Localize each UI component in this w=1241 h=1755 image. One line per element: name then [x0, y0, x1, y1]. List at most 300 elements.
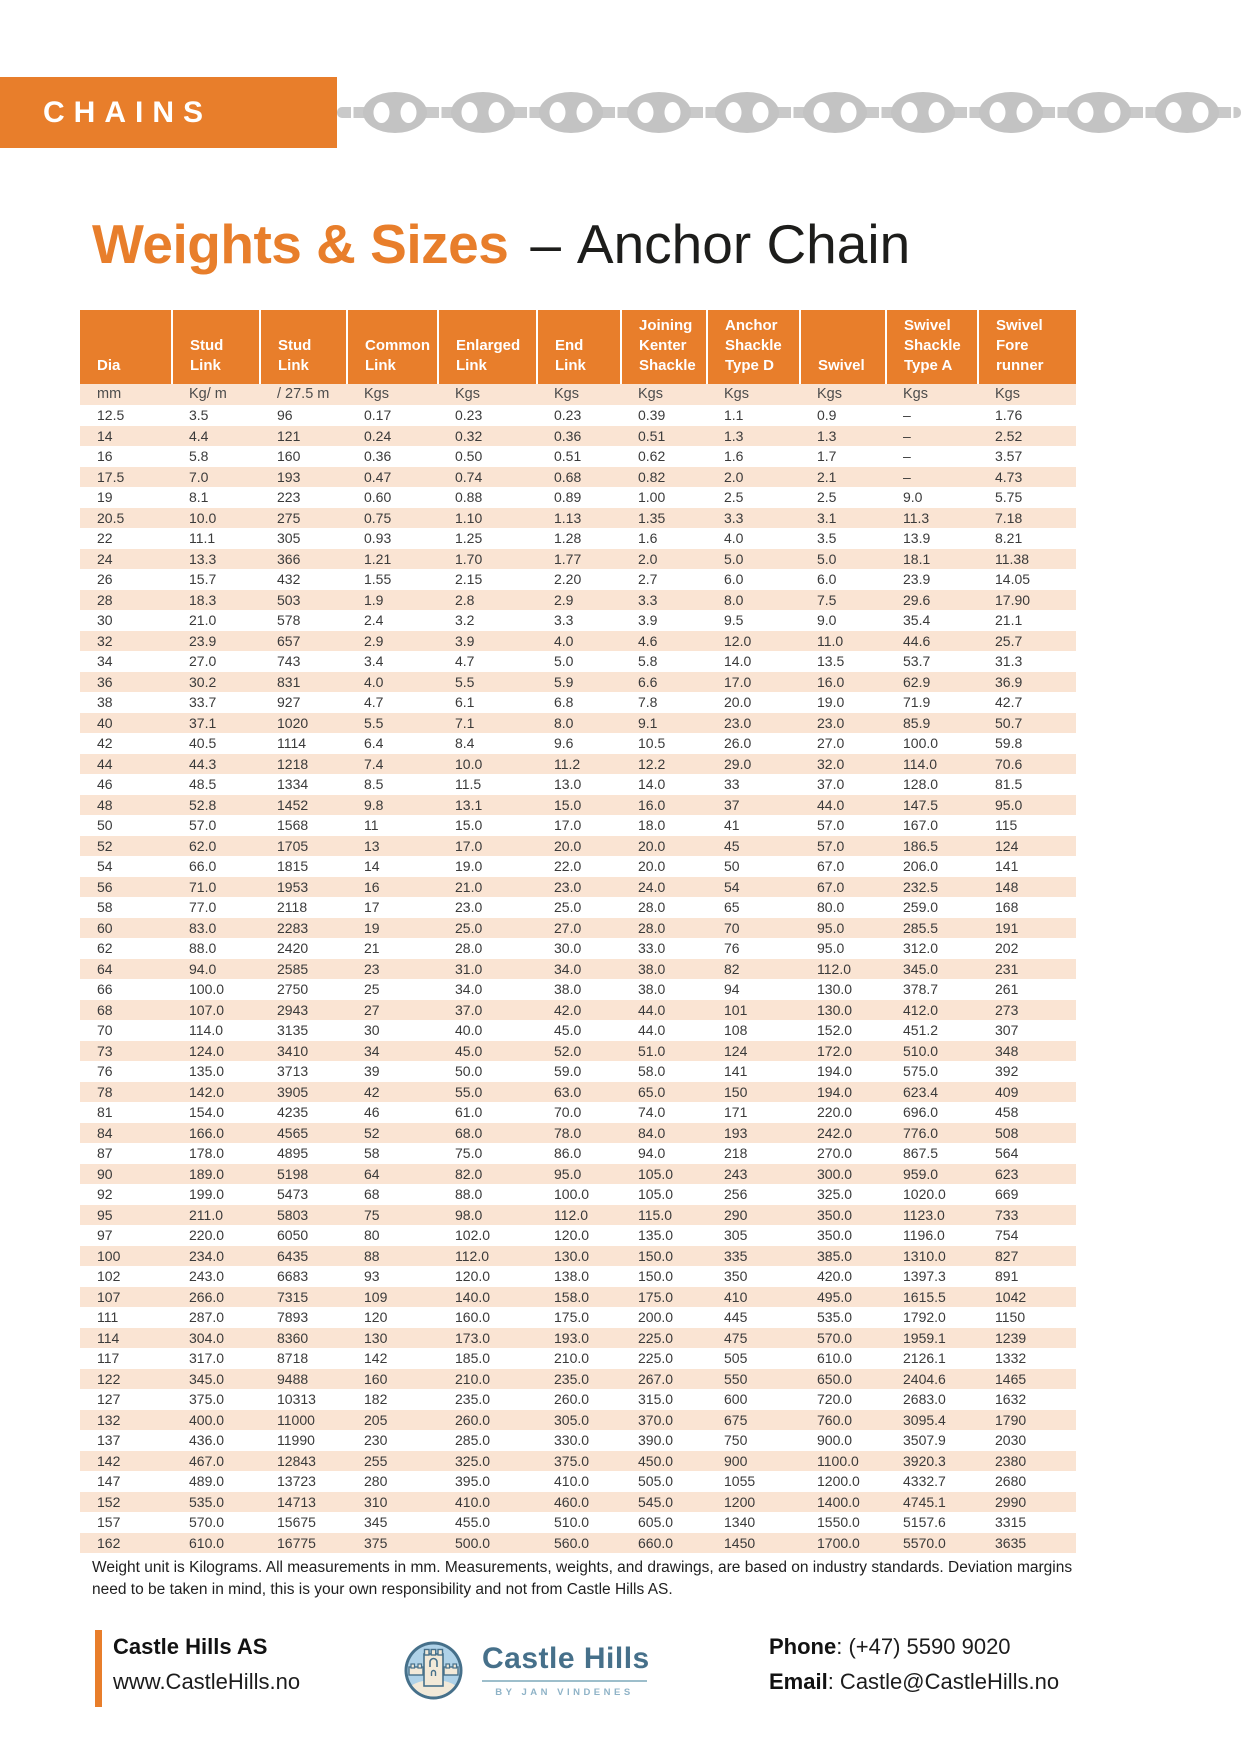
- company-name: Castle Hills AS: [113, 1634, 268, 1659]
- table-cell: 193: [707, 1123, 800, 1144]
- table-cell: 1397.3: [886, 1266, 978, 1287]
- table-cell: 0.9: [800, 405, 886, 426]
- table-cell: 78: [80, 1082, 172, 1103]
- logo-name: Castle Hills: [482, 1642, 650, 1675]
- table-cell: 2.0: [621, 549, 707, 570]
- table-cell: 86.0: [537, 1143, 621, 1164]
- table-cell: 1.21: [347, 549, 438, 570]
- table-cell: 55.0: [438, 1082, 537, 1103]
- table-row: [80, 1143, 1076, 1164]
- table-cell: 114.0: [886, 754, 978, 775]
- table-cell: 5.0: [537, 651, 621, 672]
- table-cell: 120: [347, 1307, 438, 1328]
- table-cell: 410.0: [537, 1471, 621, 1492]
- table-cell: 20.0: [621, 836, 707, 857]
- table-cell: 158.0: [537, 1287, 621, 1308]
- table-cell: 44.0: [621, 1000, 707, 1021]
- table-row: [80, 405, 1076, 426]
- table-cell: 412.0: [886, 1000, 978, 1021]
- table-cell: 67.0: [800, 856, 886, 877]
- table-cell: 0.74: [438, 467, 537, 488]
- table-cell: 15.0: [438, 815, 537, 836]
- table-cell: 12.5: [80, 405, 172, 426]
- table-cell: 23.0: [800, 713, 886, 734]
- table-cell: 235.0: [438, 1389, 537, 1410]
- table-row: [80, 733, 1076, 754]
- table-row: [80, 467, 1076, 488]
- table-cell: 6.0: [800, 569, 886, 590]
- table-cell: 102: [80, 1266, 172, 1287]
- table-cell: 1020: [260, 713, 347, 734]
- table-cell: 157: [80, 1512, 172, 1533]
- table-cell: 58.0: [621, 1061, 707, 1082]
- table-cell: 218: [707, 1143, 800, 1164]
- table-cell: 23.9: [886, 569, 978, 590]
- table-cell: 392: [978, 1061, 1076, 1082]
- table-cell: 2283: [260, 918, 347, 939]
- table-cell: 66.0: [172, 856, 260, 877]
- table-cell: 4.0: [347, 672, 438, 693]
- table-cell: 5.8: [621, 651, 707, 672]
- table-cell: 2.9: [537, 590, 621, 611]
- table-cell: 4.73: [978, 467, 1076, 488]
- table-cell: 610.0: [800, 1348, 886, 1369]
- table-cell: 0.50: [438, 446, 537, 467]
- table-cell: 11.5: [438, 774, 537, 795]
- table-cell: 16.0: [621, 795, 707, 816]
- table-cell: 232.5: [886, 877, 978, 898]
- table-header-row: [80, 310, 1076, 384]
- table-cell: 223: [260, 487, 347, 508]
- table-cell: 32.0: [800, 754, 886, 775]
- table-cell: 41: [707, 815, 800, 836]
- table-cell: 74.0: [621, 1102, 707, 1123]
- table-cell: 130.0: [800, 979, 886, 1000]
- table-cell: 3.4: [347, 651, 438, 672]
- email-line[interactable]: [769, 1669, 1059, 1695]
- table-cell: 94.0: [621, 1143, 707, 1164]
- table-cell: 46: [80, 774, 172, 795]
- table-cell: 130.0: [537, 1246, 621, 1267]
- table-cell: 57.0: [172, 815, 260, 836]
- table-cell: 21: [347, 938, 438, 959]
- table-row: [80, 795, 1076, 816]
- table-cell: 27.0: [172, 651, 260, 672]
- table-cell: 2990: [978, 1492, 1076, 1513]
- table-cell: 1.77: [537, 549, 621, 570]
- table-cell: 13.3: [172, 549, 260, 570]
- table-cell: 130.0: [800, 1000, 886, 1021]
- table-cell: 1700.0: [800, 1533, 886, 1554]
- table-cell: 52: [80, 836, 172, 857]
- table-cell: 205: [347, 1410, 438, 1431]
- table-cell: 173.0: [438, 1328, 537, 1349]
- table-cell: 410: [707, 1287, 800, 1308]
- table-cell: 287.0: [172, 1307, 260, 1328]
- table-cell: 1100.0: [800, 1451, 886, 1472]
- table-cell: 17.5: [80, 467, 172, 488]
- table-cell: 14713: [260, 1492, 347, 1513]
- table-cell: 30.2: [172, 672, 260, 693]
- table-cell: 5.9: [537, 672, 621, 693]
- table-cell: 266.0: [172, 1287, 260, 1308]
- table-cell: 15.7: [172, 569, 260, 590]
- table-row: [80, 856, 1076, 877]
- table-cell: 1.55: [347, 569, 438, 590]
- weights-table-container: [80, 310, 1076, 1553]
- table-cell: 4.7: [347, 692, 438, 713]
- table-cell: 34: [80, 651, 172, 672]
- table-cell: 147.5: [886, 795, 978, 816]
- table-cell: 1310.0: [886, 1246, 978, 1267]
- table-cell: 1200: [707, 1492, 800, 1513]
- table-cell: 7.5: [800, 590, 886, 611]
- table-cell: 5.5: [347, 713, 438, 734]
- table-cell: 60: [80, 918, 172, 939]
- table-cell: 75.0: [438, 1143, 537, 1164]
- unit-cell: Kgs: [886, 384, 978, 405]
- table-cell: 220.0: [172, 1225, 260, 1246]
- chain-graphic: [337, 77, 1241, 148]
- table-row: [80, 1348, 1076, 1369]
- table-row: [80, 672, 1076, 693]
- table-cell: 160: [347, 1369, 438, 1390]
- table-cell: 335: [707, 1246, 800, 1267]
- table-cell: 17.0: [438, 836, 537, 857]
- table-cell: 171: [707, 1102, 800, 1123]
- table-cell: 45: [707, 836, 800, 857]
- table-cell: 18.3: [172, 590, 260, 611]
- table-cell: 56: [80, 877, 172, 898]
- table-cell: 285.5: [886, 918, 978, 939]
- table-cell: 167.0: [886, 815, 978, 836]
- table-cell: 186.5: [886, 836, 978, 857]
- table-cell: 5.0: [800, 549, 886, 570]
- table-cell: 193: [260, 467, 347, 488]
- table-cell: 235.0: [537, 1369, 621, 1390]
- table-cell: 1.9: [347, 590, 438, 611]
- table-cell: 1218: [260, 754, 347, 775]
- table-cell: 46: [347, 1102, 438, 1123]
- table-cell: 20.5: [80, 508, 172, 529]
- table-cell: 7.4: [347, 754, 438, 775]
- table-cell: 33.0: [621, 938, 707, 959]
- table-cell: 3.1: [800, 508, 886, 529]
- table-cell: 14: [347, 856, 438, 877]
- table-cell: 23: [347, 959, 438, 980]
- table-cell: 231: [978, 959, 1076, 980]
- column-header: Stud Link: [172, 310, 260, 384]
- table-cell: 310: [347, 1492, 438, 1513]
- footnote: [92, 1557, 1072, 1600]
- chains-banner: [0, 77, 337, 148]
- table-cell: 38.0: [537, 979, 621, 1000]
- table-cell: 4.4: [172, 426, 260, 447]
- table-cell: 315.0: [621, 1389, 707, 1410]
- unit-cell: Kgs: [978, 384, 1076, 405]
- table-cell: 32: [80, 631, 172, 652]
- table-cell: 108: [707, 1020, 800, 1041]
- table-cell: 460.0: [537, 1492, 621, 1513]
- table-cell: 270.0: [800, 1143, 886, 1164]
- page-title-separator: –: [530, 213, 561, 275]
- table-cell: 0.68: [537, 467, 621, 488]
- table-cell: 259.0: [886, 897, 978, 918]
- table-cell: 70: [707, 918, 800, 939]
- table-cell: 52: [347, 1123, 438, 1144]
- table-cell: 13.1: [438, 795, 537, 816]
- table-cell: 10.5: [621, 733, 707, 754]
- table-row: [80, 1307, 1076, 1328]
- table-cell: 23.0: [537, 877, 621, 898]
- table-cell: 50.0: [438, 1061, 537, 1082]
- table-cell: 760.0: [800, 1410, 886, 1431]
- table-row: [80, 1184, 1076, 1205]
- table-cell: 13.9: [886, 528, 978, 549]
- table-cell: 1123.0: [886, 1205, 978, 1226]
- table-row: [80, 774, 1076, 795]
- table-cell: 16775: [260, 1533, 347, 1554]
- table-cell: 959.0: [886, 1164, 978, 1185]
- table-cell: 623.4: [886, 1082, 978, 1103]
- unit-cell: / 27.5 m: [260, 384, 347, 405]
- table-cell: 275: [260, 508, 347, 529]
- table-cell: 160: [260, 446, 347, 467]
- table-cell: 300.0: [800, 1164, 886, 1185]
- table-row: [80, 1061, 1076, 1082]
- table-cell: 115: [978, 815, 1076, 836]
- table-cell: 21.0: [172, 610, 260, 631]
- table-cell: 3507.9: [886, 1430, 978, 1451]
- table-cell: 45.0: [438, 1041, 537, 1062]
- table-cell: 505.0: [621, 1471, 707, 1492]
- table-cell: 36.9: [978, 672, 1076, 693]
- table-cell: 82.0: [438, 1164, 537, 1185]
- table-cell: 95.0: [537, 1164, 621, 1185]
- table-cell: 0.51: [621, 426, 707, 447]
- table-cell: 38: [80, 692, 172, 713]
- table-cell: 2.52: [978, 426, 1076, 447]
- table-cell: 137: [80, 1430, 172, 1451]
- phone-line: [769, 1634, 1011, 1660]
- table-cell: 375.0: [537, 1451, 621, 1472]
- table-cell: 2420: [260, 938, 347, 959]
- table-cell: 71.9: [886, 692, 978, 713]
- table-cell: 657: [260, 631, 347, 652]
- table-cell: 80: [347, 1225, 438, 1246]
- table-cell: 82: [707, 959, 800, 980]
- table-cell: 660.0: [621, 1533, 707, 1554]
- table-cell: 7315: [260, 1287, 347, 1308]
- table-cell: 1.1: [707, 405, 800, 426]
- table-cell: 150.0: [621, 1246, 707, 1267]
- unit-cell: Kgs: [800, 384, 886, 405]
- table-cell: 150.0: [621, 1266, 707, 1287]
- table-cell: 40.0: [438, 1020, 537, 1041]
- table-cell: 31.3: [978, 651, 1076, 672]
- table-cell: 256: [707, 1184, 800, 1205]
- table-cell: 73: [80, 1041, 172, 1062]
- table-cell: 124.0: [172, 1041, 260, 1062]
- table-cell: 54: [707, 877, 800, 898]
- table-cell: 2.0: [707, 467, 800, 488]
- table-cell: 891: [978, 1266, 1076, 1287]
- email-value: : Castle@CastleHills.no: [827, 1669, 1060, 1694]
- table-cell: 6683: [260, 1266, 347, 1287]
- table-cell: 77.0: [172, 897, 260, 918]
- table-cell: 720.0: [800, 1389, 886, 1410]
- table-cell: 605.0: [621, 1512, 707, 1533]
- table-cell: 68.0: [438, 1123, 537, 1144]
- table-cell: 42.0: [537, 1000, 621, 1021]
- table-cell: 350: [707, 1266, 800, 1287]
- table-cell: 175.0: [537, 1307, 621, 1328]
- table-cell: 2030: [978, 1430, 1076, 1451]
- table-cell: 8360: [260, 1328, 347, 1349]
- table-cell: 37.1: [172, 713, 260, 734]
- table-cell: 545.0: [621, 1492, 707, 1513]
- table-cell: 243: [707, 1164, 800, 1185]
- table-cell: 44.3: [172, 754, 260, 775]
- phone-label: Phone: [769, 1634, 837, 1659]
- table-cell: 44.0: [800, 795, 886, 816]
- table-cell: 135.0: [172, 1061, 260, 1082]
- table-cell: 52.0: [537, 1041, 621, 1062]
- table-cell: 307: [978, 1020, 1076, 1041]
- table-cell: 6050: [260, 1225, 347, 1246]
- table-cell: 44.0: [621, 1020, 707, 1041]
- table-row: [80, 1020, 1076, 1041]
- table-cell: 68: [347, 1184, 438, 1205]
- table-cell: 1.76: [978, 405, 1076, 426]
- table-cell: 25.7: [978, 631, 1076, 652]
- table-cell: 57.0: [800, 836, 886, 857]
- table-cell: 0.89: [537, 487, 621, 508]
- table-cell: 66: [80, 979, 172, 1000]
- table-cell: 445: [707, 1307, 800, 1328]
- table-cell: 70: [80, 1020, 172, 1041]
- table-cell: 36: [80, 672, 172, 693]
- table-cell: 260.0: [537, 1389, 621, 1410]
- table-cell: 78.0: [537, 1123, 621, 1144]
- table-cell: 3.9: [438, 631, 537, 652]
- email-label: Email: [769, 1669, 828, 1694]
- table-row: [80, 1328, 1076, 1349]
- table-cell: 154.0: [172, 1102, 260, 1123]
- table-cell: 17.0: [537, 815, 621, 836]
- table-cell: 42: [80, 733, 172, 754]
- table-cell: 1055: [707, 1471, 800, 1492]
- table-cell: 450.0: [621, 1451, 707, 1472]
- table-cell: 40.5: [172, 733, 260, 754]
- table-cell: 6.0: [707, 569, 800, 590]
- company-website[interactable]: www.CastleHills.no: [113, 1669, 301, 1694]
- table-cell: 114.0: [172, 1020, 260, 1041]
- table-cell: 120.0: [537, 1225, 621, 1246]
- table-cell: 220.0: [800, 1102, 886, 1123]
- column-header: Swivel: [800, 310, 886, 384]
- table-cell: 88.0: [438, 1184, 537, 1205]
- table-cell: 750: [707, 1430, 800, 1451]
- table-cell: 0.17: [347, 405, 438, 426]
- table-cell: 34.0: [438, 979, 537, 1000]
- table-row: [80, 979, 1076, 1000]
- table-cell: 503: [260, 590, 347, 611]
- table-cell: 1150: [978, 1307, 1076, 1328]
- table-cell: 199.0: [172, 1184, 260, 1205]
- table-cell: 410.0: [438, 1492, 537, 1513]
- table-cell: 20.0: [537, 836, 621, 857]
- table-cell: 53.7: [886, 651, 978, 672]
- table-cell: 18.0: [621, 815, 707, 836]
- table-cell: 80.0: [800, 897, 886, 918]
- table-cell: 255: [347, 1451, 438, 1472]
- table-cell: 114: [80, 1328, 172, 1349]
- table-cell: 1.25: [438, 528, 537, 549]
- table-row: [80, 487, 1076, 508]
- table-cell: 9.0: [800, 610, 886, 631]
- table-cell: 28.0: [438, 938, 537, 959]
- table-cell: 378.7: [886, 979, 978, 1000]
- table-cell: 2.4: [347, 610, 438, 631]
- table-cell: 13: [347, 836, 438, 857]
- table-cell: 1196.0: [886, 1225, 978, 1246]
- table-cell: 83.0: [172, 918, 260, 939]
- table-cell: 2750: [260, 979, 347, 1000]
- table-cell: 42: [347, 1082, 438, 1103]
- table-cell: 5.5: [438, 672, 537, 693]
- table-row: [80, 692, 1076, 713]
- table-cell: 304.0: [172, 1328, 260, 1349]
- table-cell: 0.23: [537, 405, 621, 426]
- table-cell: 3905: [260, 1082, 347, 1103]
- table-cell: 0.47: [347, 467, 438, 488]
- table-cell: 2126.1: [886, 1348, 978, 1369]
- table-cell: 11000: [260, 1410, 347, 1431]
- table-cell: 3713: [260, 1061, 347, 1082]
- table-row: [80, 1000, 1076, 1021]
- table-cell: 348: [978, 1041, 1076, 1062]
- table-cell: 107.0: [172, 1000, 260, 1021]
- table-cell: 16.0: [800, 672, 886, 693]
- table-cell: 1568: [260, 815, 347, 836]
- table-cell: 2.8: [438, 590, 537, 611]
- table-cell: 375.0: [172, 1389, 260, 1410]
- table-cell: 570.0: [800, 1328, 886, 1349]
- table-cell: 67.0: [800, 877, 886, 898]
- table-cell: 34.0: [537, 959, 621, 980]
- castle-hills-logo-icon: [403, 1640, 464, 1701]
- table-cell: 70.6: [978, 754, 1076, 775]
- table-cell: 467.0: [172, 1451, 260, 1472]
- table-cell: 76: [80, 1061, 172, 1082]
- table-cell: 64: [347, 1164, 438, 1185]
- page-title-rest: Anchor Chain: [576, 213, 911, 275]
- table-cell: 121: [260, 426, 347, 447]
- table-cell: 38.0: [621, 959, 707, 980]
- table-cell: 489.0: [172, 1471, 260, 1492]
- unit-cell: Kgs: [707, 384, 800, 405]
- table-cell: 202: [978, 938, 1076, 959]
- table-row: [80, 651, 1076, 672]
- table-cell: 109: [347, 1287, 438, 1308]
- table-cell: 6.8: [537, 692, 621, 713]
- table-cell: 211.0: [172, 1205, 260, 1226]
- table-row: [80, 1471, 1076, 1492]
- table-cell: 35.4: [886, 610, 978, 631]
- table-cell: 1114: [260, 733, 347, 754]
- table-cell: 3920.3: [886, 1451, 978, 1472]
